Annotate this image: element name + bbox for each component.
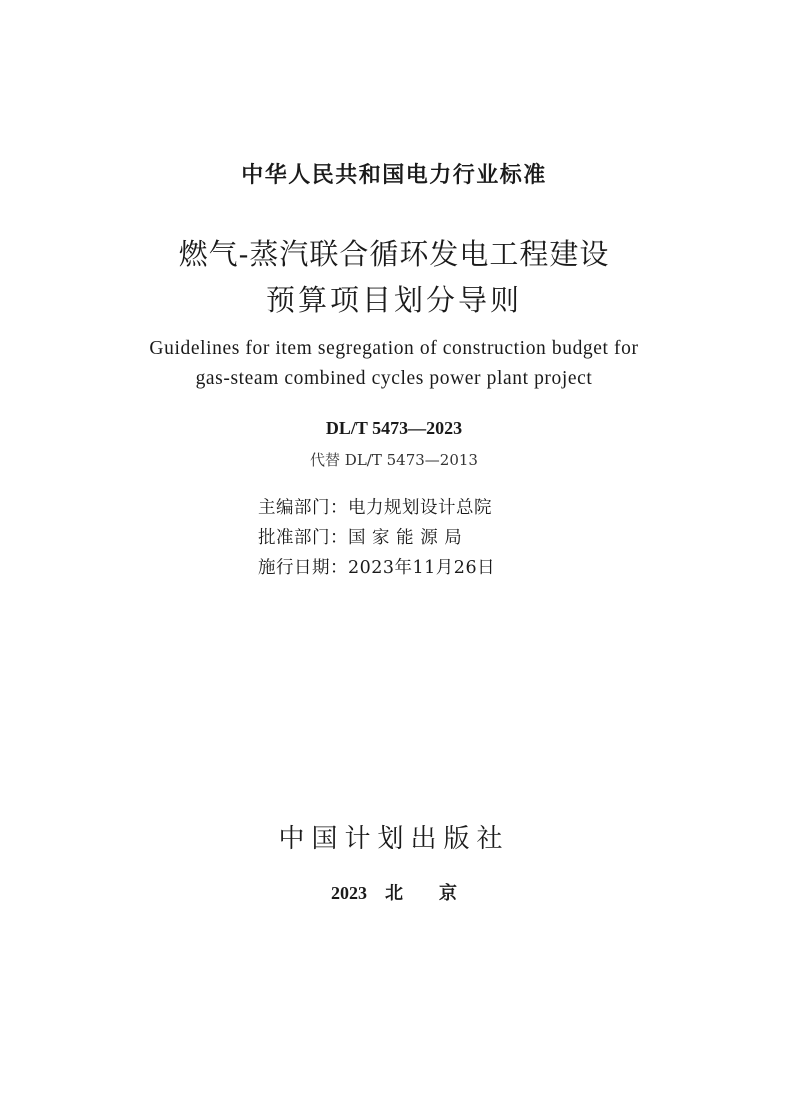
publication-year-place: 2023 北 京 bbox=[331, 883, 457, 903]
effective-date: 施行日期：2023年11月26日 bbox=[258, 558, 496, 578]
approval-department: 批准部门：国 家 能 源 局 bbox=[258, 528, 463, 548]
title-english-line-1: Guidelines for item segregation of construction budget for bbox=[149, 338, 639, 359]
title-english-line-2: gas-steam combined cycles power plant project bbox=[195, 368, 593, 389]
editor-department: 主编部门：电力规划设计总院 bbox=[258, 498, 492, 518]
title-chinese-line-2: 预算项目划分导则 bbox=[265, 283, 522, 317]
publisher-name: 中国计划出版社 bbox=[278, 824, 510, 854]
title-chinese-line-1: 燃气-蒸汽联合循环发电工程建设 bbox=[178, 237, 610, 271]
standard-code: DL/T 5473—2023 bbox=[325, 418, 463, 438]
standard-category-heading: 中华人民共和国电力行业标准 bbox=[241, 163, 547, 188]
replaces-standard: 代替 DL/T 5473—2013 bbox=[310, 451, 478, 469]
